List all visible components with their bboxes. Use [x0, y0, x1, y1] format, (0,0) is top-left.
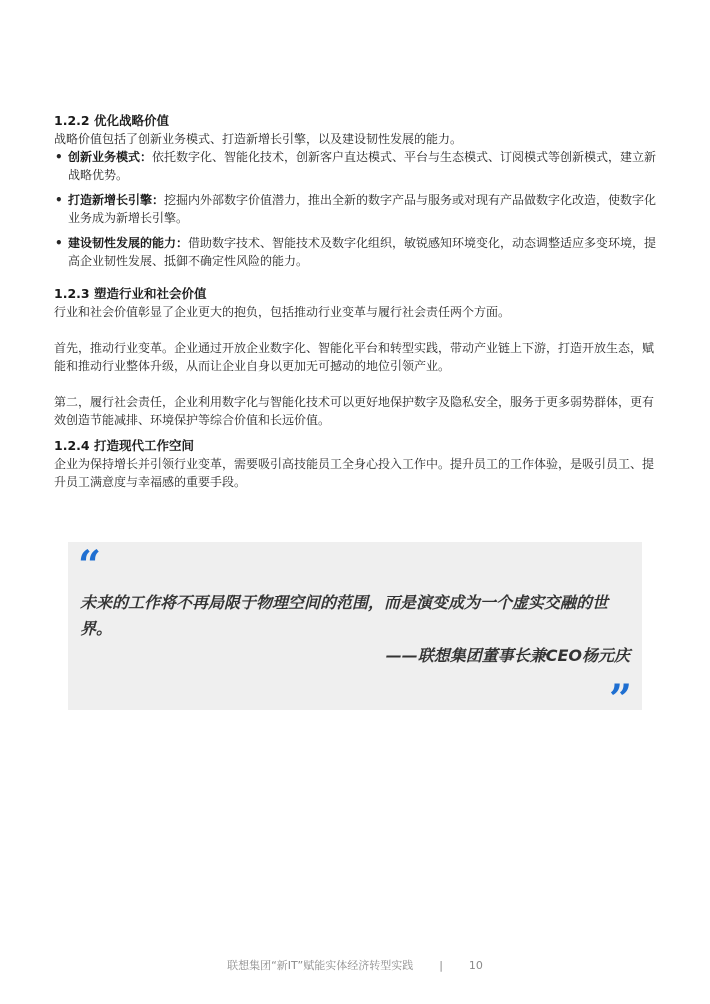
section-intro: 企业为保持增长并引领行业变革，需要吸引高技能员工全身心投入工作中。提升员工的工作体验，是吸引员工、提升员工满意度与幸福感的重要手段。 [54, 457, 655, 489]
quote-box [68, 542, 642, 723]
list-item [54, 191, 658, 227]
footer-separator: | [439, 959, 443, 972]
list-item [54, 234, 658, 270]
section-title-1-2-3: 1.2.3 塑造行业和社会价值 [54, 286, 207, 301]
section-title-1-2-2: 1.2.2 优化战略价值 [54, 113, 169, 128]
footer-title: 联想集团“新IT”赋能实体经济转型实践 [227, 959, 414, 972]
section-title-1-2-4: 1.2.4 打造现代工作空间 [54, 438, 194, 453]
paragraph: 第二，履行社会责任，企业利用数字化与智能化技术可以更好地保护数字及隐私安全，服务于更多弱势群体，更有效创造节能减排、环境保护等综合价值和长远价值。 [54, 395, 655, 427]
bullet-term: 创新业务模式： [68, 150, 153, 164]
open-quote-icon: “ [78, 542, 102, 589]
main-content [54, 112, 658, 491]
bullet-text: 挖掘内外部数字价值潜力，推出全新的数字产品与服务或对现有产品做数字化改造，使数字化业务成为新增长引擎。 [68, 193, 657, 225]
quote-text: 未来的工作将不再局限于物理空间的范围，而是演变成为一个虚实交融的世界。 [80, 593, 609, 638]
section-intro: 行业和社会价值彰显了企业更大的抱负，包括推动行业变革与履行社会责任两个方面。 [54, 305, 511, 319]
bullet-term: 打造新增长引擎： [68, 193, 165, 207]
page-number: 10 [468, 959, 483, 972]
bullet-text: 借助数字技术、智能技术及数字化组织，敏锐感知环境变化，动态调整适应多变环境，提高企业韧性发展、抵御不确定性风险的能力。 [68, 236, 657, 268]
bullet-term: 建设韧性发展的能力： [68, 236, 189, 250]
quote-author: ——联想集团董事长兼CEO杨元庆 [385, 646, 630, 665]
bullet-list [54, 148, 658, 270]
list-item [54, 148, 658, 184]
bullet-text: 依托数字化、智能化技术，创新客户直达模式、平台与生态模式、订阅模式等创新模式，建立新战略优势。 [68, 150, 657, 182]
close-quote-icon: ” [608, 676, 632, 723]
paragraph: 首先，推动行业变革。企业通过开放企业数字化、智能化平台和转型实践，带动产业链上下游，打造开放生态，赋能和推动行业整体升级，从而让企业自身以更加无可撼动的地位引领产业。 [54, 341, 655, 373]
section-intro: 战略价值包括了创新业务模式、打造新增长引擎，以及建设韧性发展的能力。 [54, 132, 463, 146]
page-footer [0, 958, 710, 974]
